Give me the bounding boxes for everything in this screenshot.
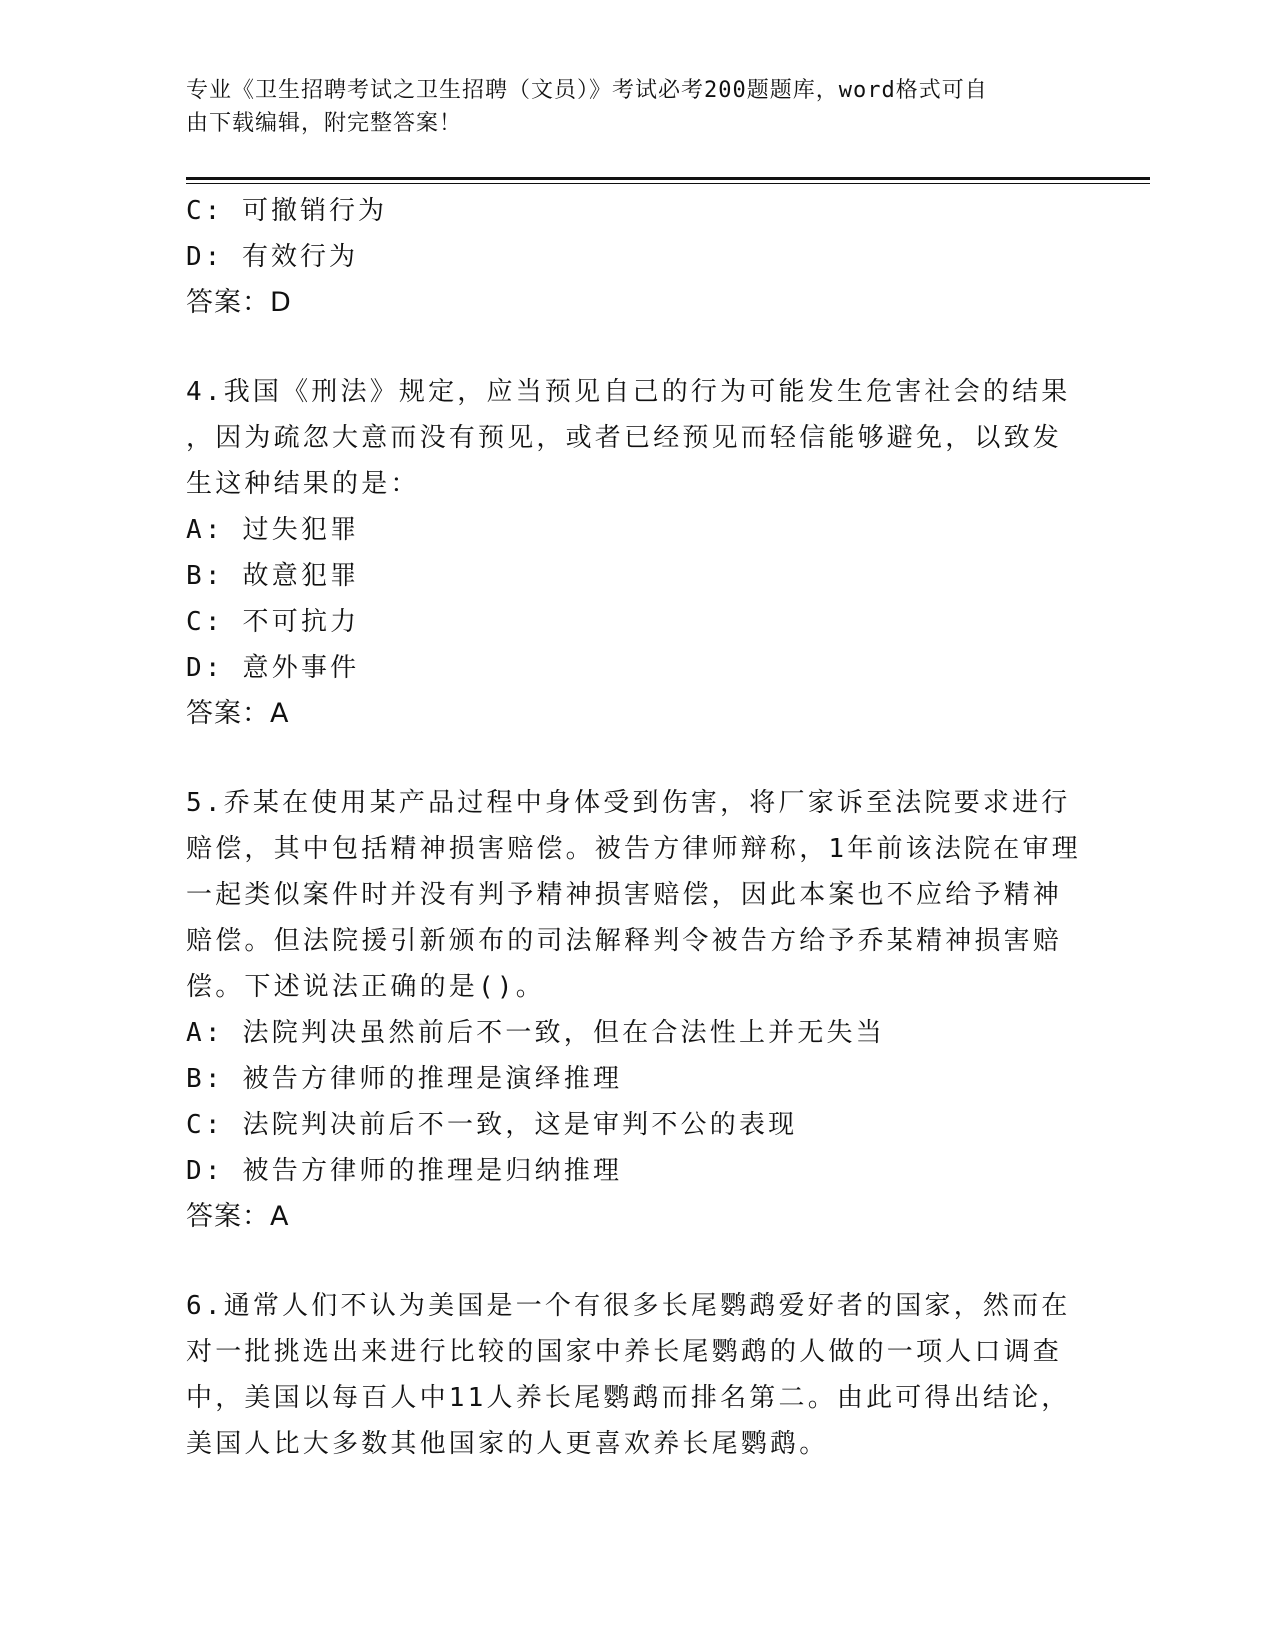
question-stem-line: 6.通常人们不认为美国是一个有很多长尾鹦鹉爱好者的国家，然而在 <box>186 1291 1071 1321</box>
answer-line: 答案：A <box>186 698 290 729</box>
question-stem-line: 赔偿。但法院援引新颁布的司法解释判令被告方给予乔某精神损害赔 <box>186 926 1063 956</box>
question-stem-line: 美国人比大多数其他国家的人更喜欢养长尾鹦鹉。 <box>186 1429 829 1459</box>
question-stem-line: 赔偿，其中包括精神损害赔偿。被告方律师辩称，1年前该法院在审理 <box>186 834 1081 864</box>
answer-line: 答案：D <box>186 287 292 318</box>
option-a: A: 法院判决虽然前后不一致，但在合法性上并无失当 <box>186 1018 885 1048</box>
question-6 <box>186 1283 1086 1467</box>
spacer <box>186 326 1086 369</box>
document-header <box>186 74 1066 140</box>
question-stem-line: 对一批挑选出来进行比较的国家中养长尾鹦鹉的人做的一项人口调查 <box>186 1337 1063 1367</box>
question-stem-line: 生这种结果的是： <box>186 469 420 499</box>
option-b: B: 被告方律师的推理是演绎推理 <box>186 1064 623 1094</box>
option-a: A: 过失犯罪 <box>186 515 360 545</box>
header-line-2: 由下载编辑，附完整答案！ <box>186 111 463 136</box>
question-stem-line: 一起类似案件时并没有判予精神损害赔偿，因此本案也不应给予精神 <box>186 880 1063 910</box>
question-stem-line: 4.我国《刑法》规定，应当预见自己的行为可能发生危害社会的结果 <box>186 377 1071 407</box>
question-stem-line: 中，美国以每百人中11人养长尾鹦鹉而排名第二。由此可得出结论， <box>186 1383 1071 1413</box>
question-3-tail <box>186 188 1086 326</box>
option-d: D: 被告方律师的推理是归纳推理 <box>186 1156 623 1186</box>
option-d: D: 意外事件 <box>186 653 360 683</box>
spacer <box>186 1240 1086 1283</box>
option-c: C: 不可抗力 <box>186 607 360 637</box>
answer-line: 答案：A <box>186 1201 290 1232</box>
question-4 <box>186 369 1086 737</box>
option-d: D: 有效行为 <box>186 242 358 272</box>
header-divider-thick <box>186 177 1150 180</box>
document-body <box>186 188 1086 1467</box>
question-stem-line: 偿。下述说法正确的是()。 <box>186 972 545 1002</box>
option-c: C: 法院判决前后不一致，这是审判不公的表现 <box>186 1110 798 1140</box>
header-divider-thin <box>186 183 1150 184</box>
question-5 <box>186 780 1086 1240</box>
header-line-1: 专业《卫生招聘考试之卫生招聘（文员）》考试必考200题题库，word格式可自 <box>186 78 988 103</box>
option-c: C: 可撤销行为 <box>186 196 387 226</box>
question-stem-line: ，因为疏忽大意而没有预见，或者已经预见而轻信能够避免，以致发 <box>186 423 1063 453</box>
spacer <box>186 737 1086 780</box>
option-b: B: 故意犯罪 <box>186 561 360 591</box>
question-stem-line: 5.乔某在使用某产品过程中身体受到伤害，将厂家诉至法院要求进行 <box>186 788 1071 818</box>
